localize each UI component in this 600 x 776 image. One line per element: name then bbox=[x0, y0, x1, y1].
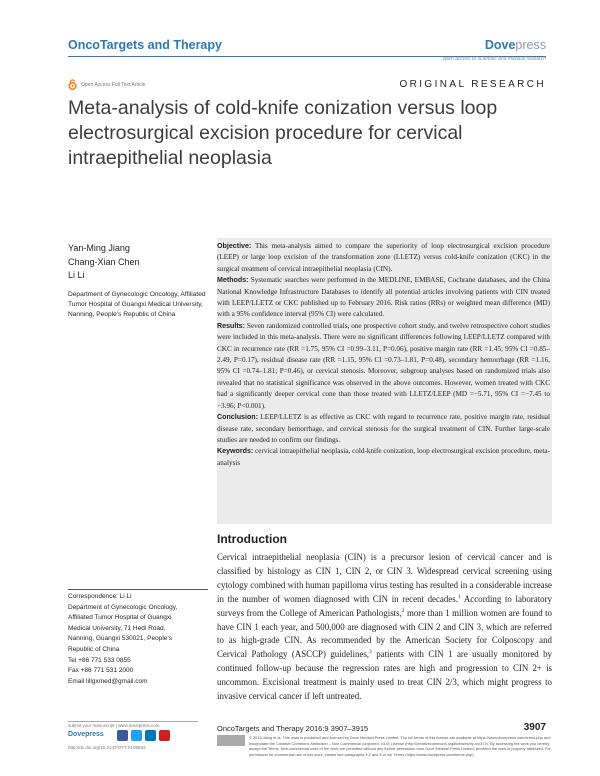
correspondence-line: Department of Gynecologic Oncology, bbox=[68, 603, 178, 611]
conclusion-text: LEEP/LLETZ is as effective as CKC with regard to recurrence rate, positive margin rate, residual disease rate, secondary hemorrhage, and cervical stenosis for the surgical treatment of CIN. Further large-scale studies are needed to confirm our findings. bbox=[217, 413, 550, 444]
objective-label: Objective: bbox=[217, 242, 252, 250]
correspondence-line: Fax +86 771 531 2000 bbox=[68, 667, 134, 675]
introduction-text bbox=[217, 551, 552, 704]
publisher-name-suffix: press bbox=[515, 38, 546, 52]
open-access-icon bbox=[68, 79, 77, 90]
intro-sentence: patients with CIN 1 are usually monitored by continued follow-up because the regression rates are high and progression to CIN 2+ is uncommon. Excisional treatment is mainly used to treat CIN 2/3, which might progress to invasive cervical cancer if left untreated. bbox=[217, 649, 552, 702]
correspondence-email[interactable]: Email lillgxmed@gmail.com bbox=[68, 677, 148, 685]
linkedin-icon[interactable] bbox=[145, 730, 156, 741]
section-heading: Introduction bbox=[217, 532, 287, 546]
correspondence-line: Affiliated Tumor Hospital of Guangxi bbox=[68, 614, 172, 622]
journal-name: OncoTargets and Therapy bbox=[68, 38, 222, 52]
dovepress-footer-logo[interactable]: Dovepress bbox=[68, 731, 104, 738]
conclusion-label: Conclusion: bbox=[217, 413, 258, 422]
page-number: 3907 bbox=[523, 722, 546, 733]
twitter-icon[interactable] bbox=[131, 730, 142, 741]
doi-link[interactable]: http://dx.doi.org/10.2147/OTT.S108833 bbox=[68, 745, 146, 750]
correspondence-line: Republic of China bbox=[68, 645, 120, 653]
objective-text: This meta-analysis aimed to compare the superiority of loop electrosurgical excision procedure (LEEP) or large loop excision of the transformation zone (LLETZ) versus cold-knife conization (CKC) in the surgical treatment of cervical intraepithelial neoplasia (CIN). bbox=[217, 242, 550, 273]
journal-citation: OncoTargets and Therapy 2016:9 3907–3915 bbox=[217, 724, 369, 733]
methods-label: Methods: bbox=[217, 276, 249, 285]
submit-manuscript-link[interactable]: submit your manuscript | www.dovepress.com bbox=[68, 723, 160, 728]
license-text: © 2016 Jiang et al. This work is published and licensed by Dove Medical Press Limited. The full terms of this license are available at https://www.dovepress.com/terms.php and incorporate the Creative Commons Attribution – Non Commercial (unported, v3.0) License (http://creativecommons.org/licenses/by-nc/3.0/). By accessing the work you hereby accept the Terms. Non-commercial uses of the work are permitted without any further permission from Dove Medical Press Limited, provided the work is properly attributed. For permission for commercial use of this work, please see paragraphs 4.2 and 5 of our Terms (https://www.dovepress.com/terms.php). bbox=[249, 735, 551, 757]
publisher-logo bbox=[485, 38, 546, 52]
results-label: Results: bbox=[217, 321, 245, 330]
publisher-name: Dove bbox=[484, 38, 516, 52]
open-access-label: Open Access Full Text Article bbox=[81, 81, 146, 88]
correspondence-label: Correspondence: Li Li bbox=[68, 593, 132, 600]
correspondence bbox=[68, 592, 208, 687]
abstract bbox=[217, 241, 550, 469]
article-title: Meta-analysis of cold-knife conization versus loop electrosurgical excision procedure for cervical intraepithelial neoplasia bbox=[68, 97, 498, 169]
open-access-badge bbox=[68, 79, 145, 90]
youtube-icon[interactable] bbox=[159, 730, 170, 741]
author-list bbox=[68, 242, 140, 283]
author-name: Yan-Ming Jiang bbox=[68, 243, 130, 253]
publisher-tagline: open access to scientific and medical research bbox=[442, 56, 546, 62]
intro-sentence: Cervical intraepithelial neoplasia (CIN) is a precursor lesion of cervical cancer and is classified by histology as CIN 1, CIN 2, or CIN 3. Widespread cervical screening using cytology combined with human papilloma virus testing has resulted in a considerable increase in the number of women diagnosed with CIN in recent decades. bbox=[217, 552, 552, 604]
correspondence-line: Tel +86 771 533 0855 bbox=[68, 656, 131, 664]
keywords-label: Keywords: bbox=[217, 447, 254, 456]
correspondence-rule bbox=[68, 589, 208, 590]
citation-ref[interactable]: 1 bbox=[457, 593, 461, 600]
footer-left-rule bbox=[68, 721, 198, 722]
author-name: Li Li bbox=[68, 270, 85, 280]
facebook-icon[interactable] bbox=[117, 730, 128, 741]
article-type: ORIGINAL RESEARCH bbox=[399, 79, 546, 90]
keywords-text: cervical intraepithelial neoplasia, cold-knife conization, loop electrosurgical excision procedure, meta-analysis bbox=[217, 447, 550, 467]
correspondence-line: Medical University, 71 Hedi Road, bbox=[68, 624, 166, 632]
citation-ref[interactable]: 2 bbox=[401, 607, 405, 614]
intro-sentence: more than 1 million women are found to have CIN 1 each year, and 500,000 are diagnosed with CIN 2 and CIN 3, which are referred to as high-grade CIN. As recommended by the American Society for Colposcopy and Cervical Pathology (ASCCP) guidelines, bbox=[217, 607, 552, 660]
author-name: Chang-Xian Chen bbox=[68, 256, 140, 267]
social-links bbox=[117, 730, 170, 741]
methods-text: Systematic searches were performed in the MEDLINE, EMBASE, Cochrane databases, and the China National Knowledge Infrastructure Databases to identify all potential articles involving patients with CIN treated with LEEP/LLETZ or CKC published up to February 2016. Risk ratios (RRs) or weighted mean difference (MD) with a 95% confidence interval (95% CI) were calculated. bbox=[217, 276, 550, 319]
intro-sentence: According to laboratory surveys from the College of American Pathologists, bbox=[217, 593, 552, 618]
results-text: Seven randomized controlled trials, one prospective cohort study, and twelve retrospective cohort studies were included in this meta-analysis. There were no significant differences following LEEP/LLETZ compared with CKC in recurrence rate (RR =1.75, 95% CI =0.99–3.11, P=0.06), positive margin rate (RR =1.45; 95% CI =0.85–2.49, P=0.17), residual disease rate (RR =1.15, 95% CI =0.73–1.81, P=0.48), secondary hemorrhage (RR =1.16, 95% CI =0.74–1.81; P=0.46), or cervical stenosis. Moreover, subgroup analyses based on randomized trials also revealed that no statistical significance was observed in the above outcomes. However, women treated with CKC had a significantly deeper cervical cone than those treated with LLETZ/LEEP (MD =−5.71, 95% CI =−7.45 to −3.96; P<0.001). bbox=[217, 321, 550, 410]
correspondence-line: Nanning, Guangxi 530021, People’s bbox=[68, 635, 172, 643]
creative-commons-icon[interactable] bbox=[217, 735, 245, 746]
affiliation: Department of Gynecologic Oncology, Affiliated Tumor Hospital of Guangxi Medical University, Nanning, People’s Republic of China bbox=[68, 291, 206, 318]
citation-ref[interactable]: 3 bbox=[369, 649, 372, 656]
license-block bbox=[217, 735, 552, 757]
